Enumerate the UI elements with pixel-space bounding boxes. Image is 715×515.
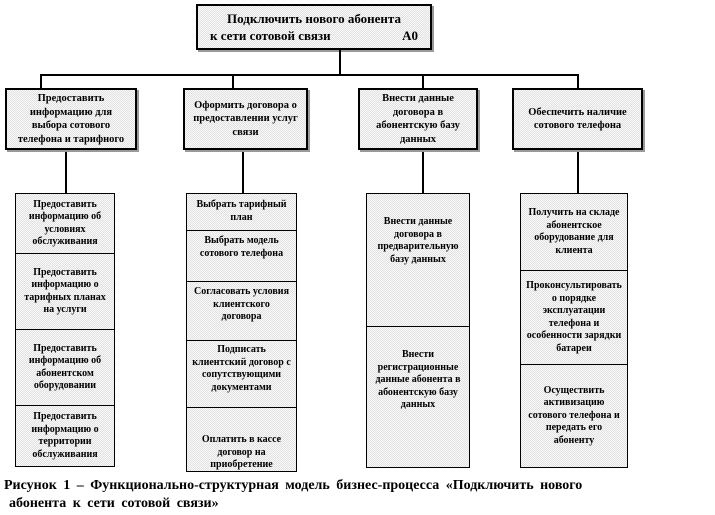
task-cell: Получить на складе абонентское оборудование для клиента (528, 207, 620, 256)
task-stack (186, 193, 297, 472)
task-cell: Предоставить информацию об условиях обслуживания (28, 198, 102, 247)
figure-caption-line2: абонента к сети сотовой связи» (9, 496, 219, 511)
task-stack (366, 193, 470, 468)
branch-header-label: Обеспечить наличие сотового телефона (528, 106, 627, 131)
task-cell: Согласовать условия клиентского договора (187, 281, 296, 340)
connector-trunk-line (339, 50, 341, 74)
connector-stack-line-1 (65, 150, 67, 193)
branch-header-box (5, 88, 137, 150)
connector-bus-line (40, 74, 578, 76)
task-cell: Внести регистрационные данные абонента в абонентскую базу данных (367, 326, 469, 467)
connector-stack-line-2 (242, 150, 244, 193)
figure-caption-line1: Рисунок 1 – Функционально-структурная модель бизнес-процесса «Подключить нового (4, 478, 583, 493)
task-cell: Оплатить в кассе договор на приобретение (187, 407, 296, 471)
task-stack (520, 193, 628, 468)
connector-drop-line-4 (577, 74, 579, 88)
branch-header-label: Предоставить информацию для выбора сотового телефона и тарифного (17, 93, 125, 145)
connector-drop-line-1 (40, 74, 42, 88)
connector-drop-line-3 (422, 74, 424, 88)
task-cell: Предоставить информацию о территории обслуживания (16, 405, 114, 466)
root-process-title-line1: Подключить нового абонента (227, 11, 401, 26)
task-cell: Осуществить активизацию сотового телефона и передать его абоненту (521, 364, 627, 467)
task-cell: Внести данные договора в предварительную базу данных (377, 216, 459, 265)
connector-drop-line-2 (232, 74, 234, 88)
task-cell: Предоставить информацию о тарифных планах на услуги (16, 253, 114, 329)
figure-caption (4, 477, 710, 513)
task-cell: Проконсультировать о порядке эксплуатации телефона и особенности зарядки батареи (521, 270, 627, 364)
branch-header-box (183, 88, 308, 150)
branch-header-box (358, 88, 478, 150)
root-process-title-line2: к сети сотовой связи (210, 28, 331, 43)
connector-stack-line-4 (577, 150, 579, 193)
root-process-code: А0 (402, 28, 418, 43)
branch-header-box (512, 88, 643, 150)
connector-stack-line-3 (422, 150, 424, 193)
task-stack (15, 193, 115, 467)
branch-header-label: Оформить договора о предоставлении услуг связи (193, 99, 298, 138)
root-process-box (196, 4, 432, 50)
task-cell: Выбрать модель сотового телефона (187, 230, 296, 281)
task-cell: Подписать клиентский договор с сопутствующими документами (187, 340, 296, 407)
branch-header-label: Внести данные договора в абонентскую базу данных (376, 93, 460, 145)
task-cell: Предоставить информацию об абонентском оборудовании (16, 329, 114, 405)
task-cell: Выбрать тарифный план (196, 199, 287, 223)
